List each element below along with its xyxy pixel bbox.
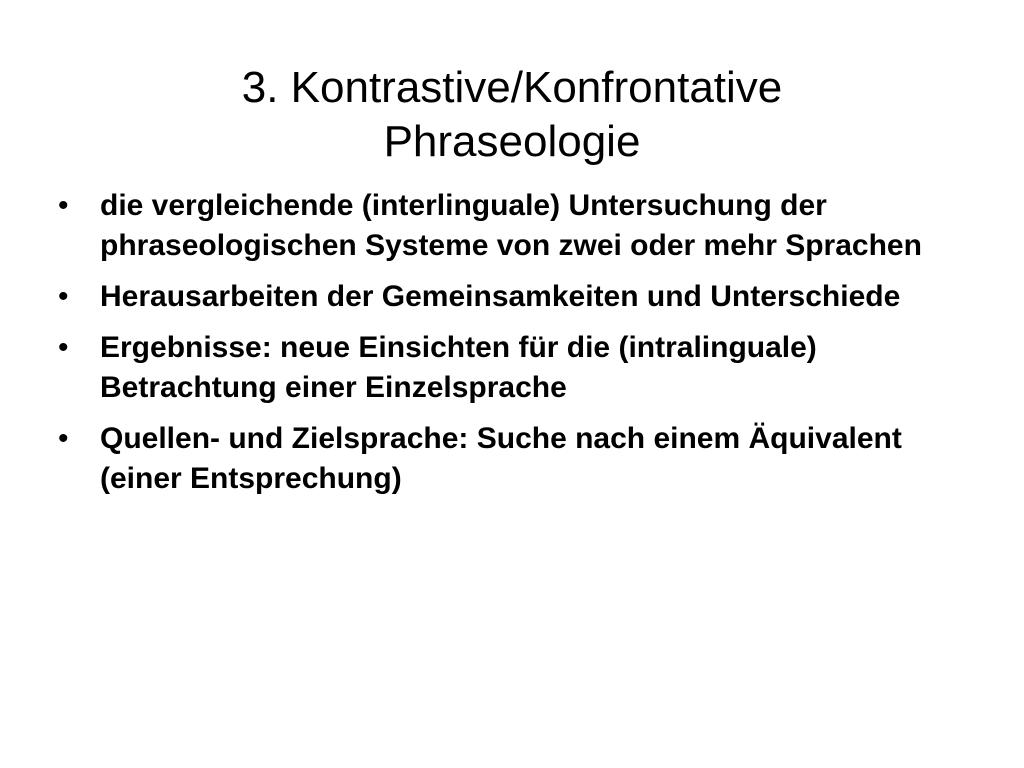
bullet-list (56, 186, 976, 510)
title-line-1: 3. Kontrastive/Konfrontative (241, 63, 783, 113)
bullet-text: die vergleichende (interlinguale) Untersuchung der phraseologischen Systeme von zwei oder mehr Sprachen (100, 189, 922, 262)
bullet-text: Quellen- und Zielsprache: Suche nach einem Äquivalent (einer Entsprechung) (100, 422, 902, 495)
bullet-text: Herausarbeiten der Gemeinsamkeiten und Unterschiede (100, 280, 901, 313)
bullet-item (56, 419, 976, 499)
title-line-2: Phraseologie (383, 117, 641, 167)
bullet-item (56, 328, 976, 408)
bullet-dot-icon: • (58, 422, 69, 455)
bullet-item (56, 277, 976, 317)
bullet-dot-icon: • (58, 331, 69, 364)
bullet-dot-icon: • (58, 280, 69, 313)
slide-title (60, 61, 964, 169)
bullet-item (56, 186, 976, 266)
bullet-text: Ergebnisse: neue Einsichten für die (intralinguale) Betrachtung einer Einzelsprache (100, 331, 817, 404)
bullet-dot-icon: • (58, 189, 69, 222)
